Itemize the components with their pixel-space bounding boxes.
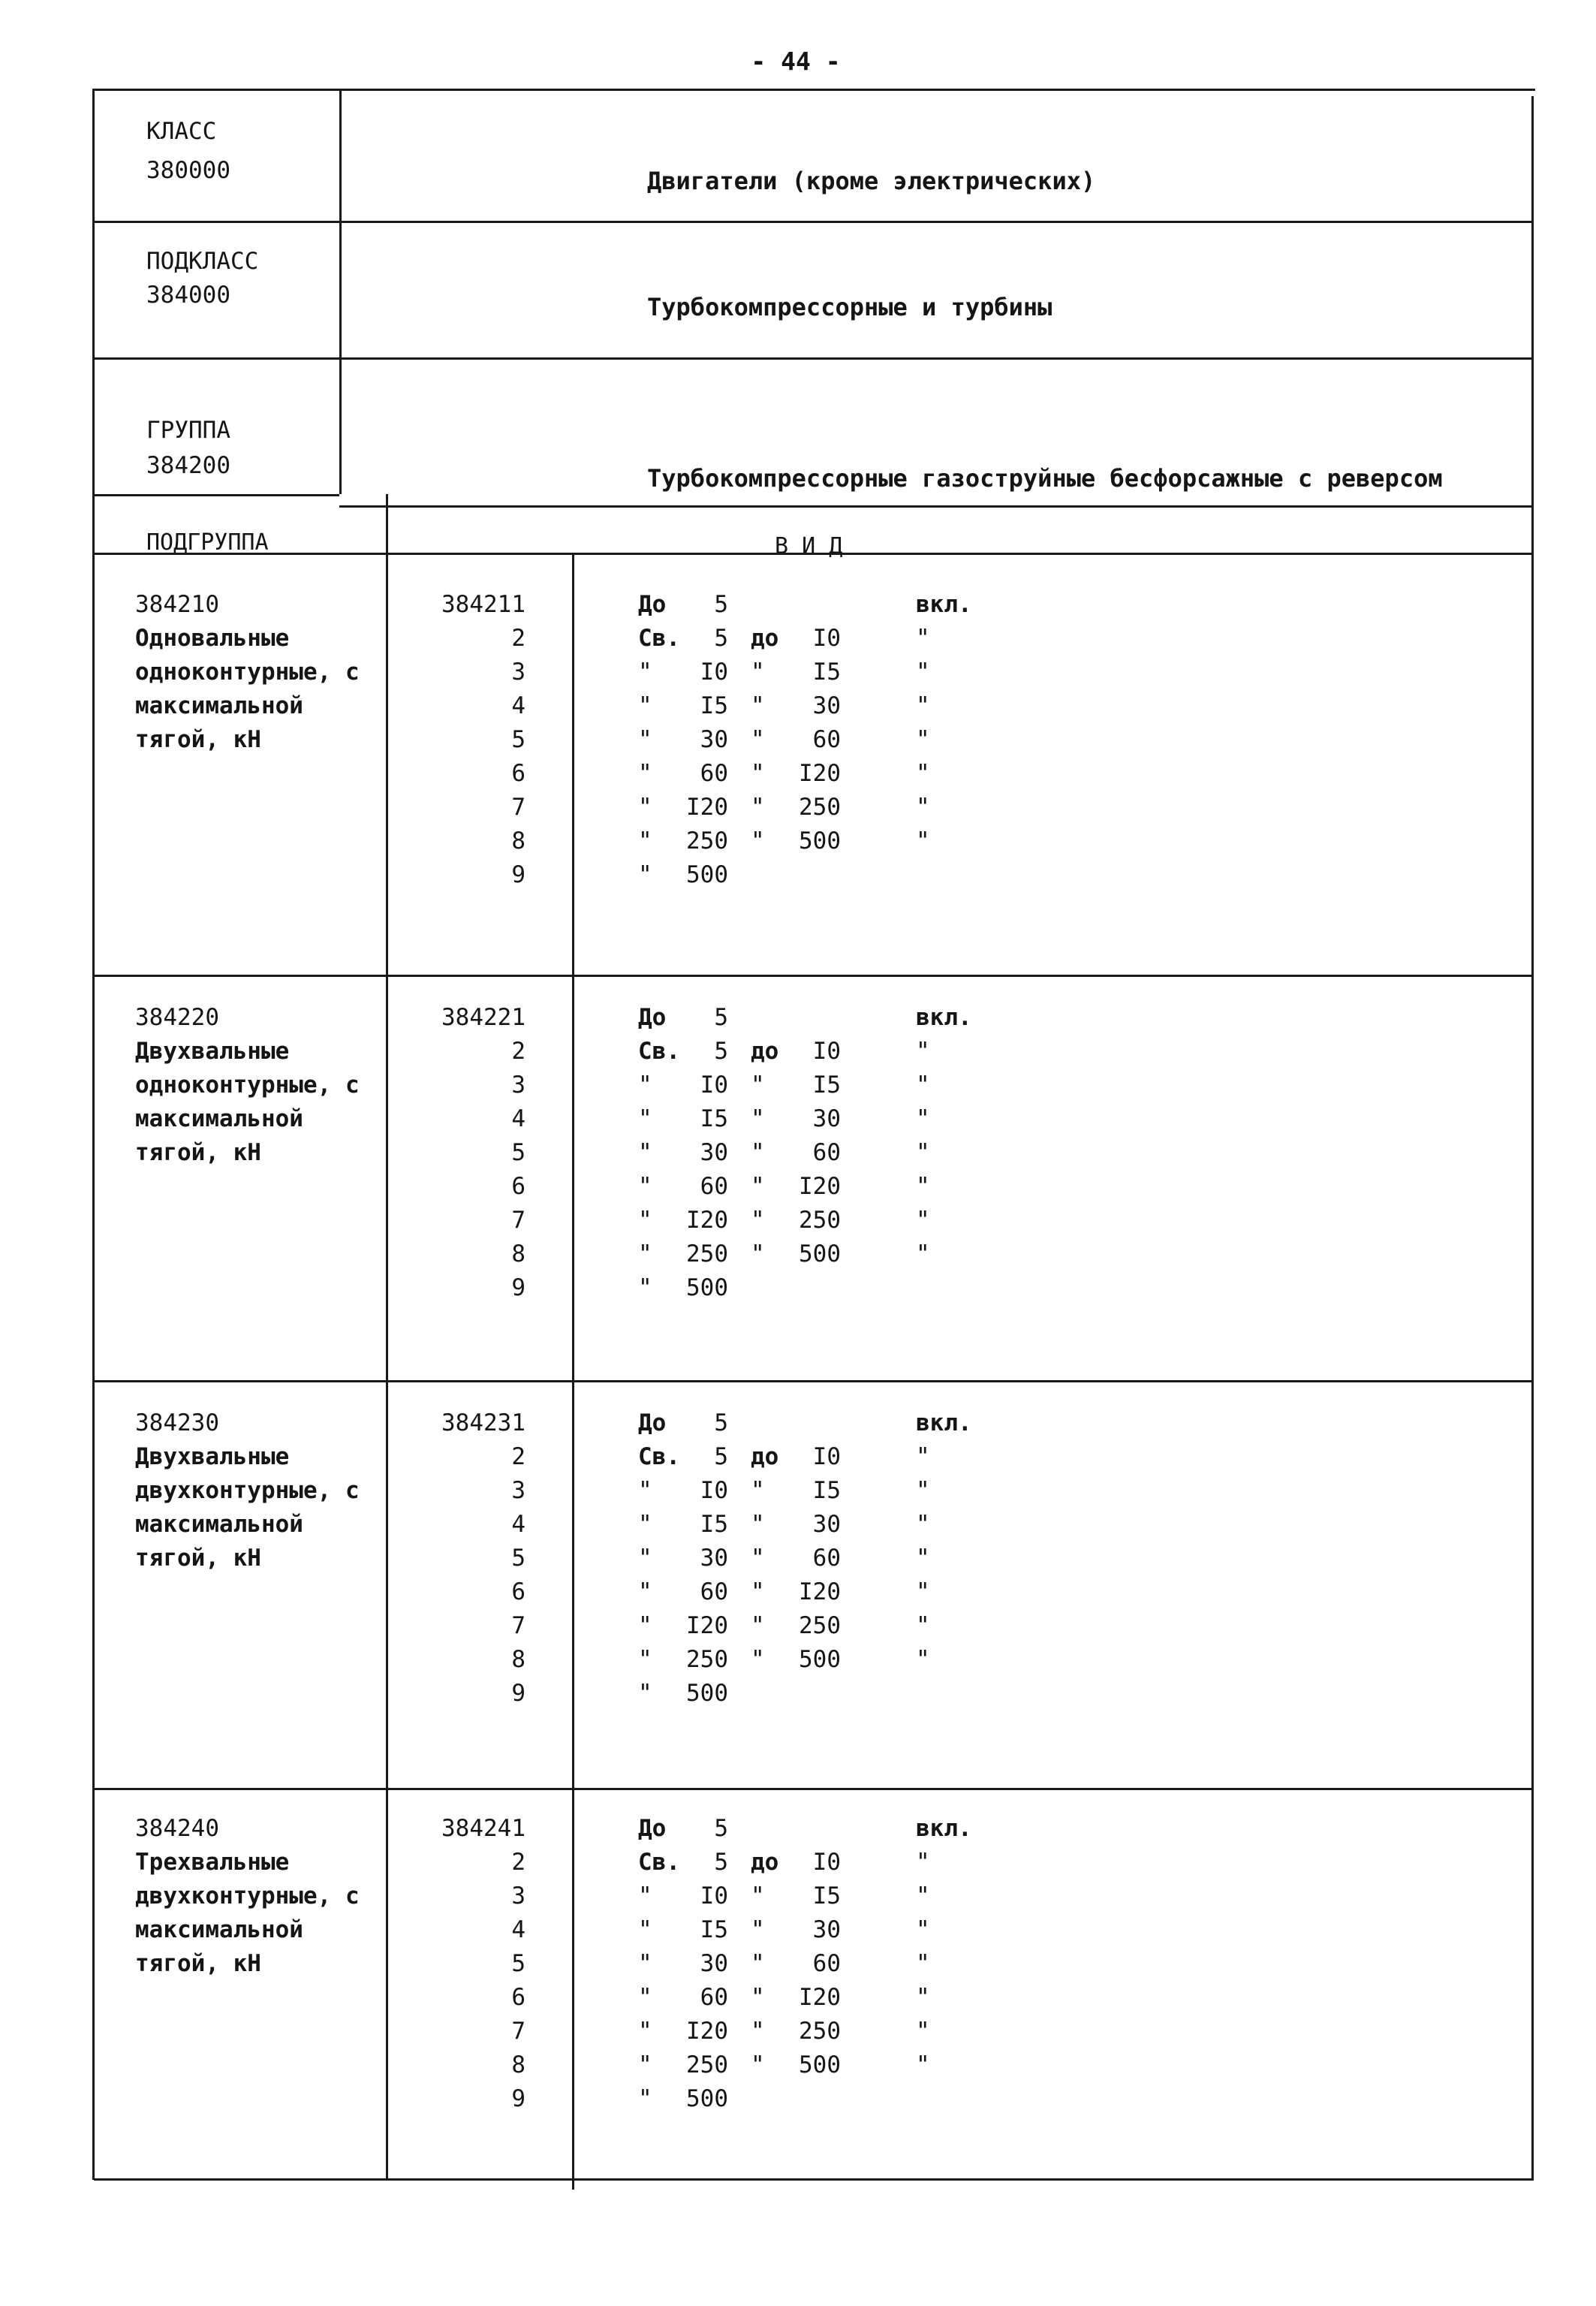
range-cell: 250: [799, 1207, 841, 1234]
range-cell: 250: [686, 2051, 728, 2078]
range-cell: До: [638, 1004, 667, 1031]
vid-code: 6: [511, 1173, 525, 1200]
podklass-code: 384000: [146, 282, 230, 309]
range-cell: 60: [812, 1950, 841, 1977]
range-cell: ": [916, 1984, 930, 2011]
range-cell: ": [916, 1072, 930, 1099]
range-cell: ": [916, 1038, 930, 1065]
range-cell: ": [751, 1916, 765, 1943]
table-top-border: [94, 89, 1535, 91]
range-cell: 60: [812, 1139, 841, 1166]
range-cell: ": [638, 1072, 652, 1099]
subgroup-description-line: максимальной: [135, 1916, 303, 1943]
range-cell: 250: [686, 1240, 728, 1268]
vid-code: 5: [511, 1139, 525, 1166]
range-cell: ": [638, 1916, 652, 1943]
table-left-border: [92, 89, 95, 2180]
range-cell: I5: [812, 1882, 841, 1910]
range-cell: вкл.: [916, 1815, 972, 1842]
range-cell: 5: [714, 1409, 728, 1436]
range-cell: I0: [812, 1038, 841, 1065]
range-cell: ": [916, 1139, 930, 1166]
range-cell: 5: [714, 591, 728, 618]
section-separator: [94, 1380, 1531, 1382]
klass-code: 380000: [146, 157, 230, 184]
range-cell: ": [751, 1207, 765, 1234]
range-cell: 500: [799, 827, 841, 855]
range-cell: ": [916, 794, 930, 821]
range-cell: до: [751, 1038, 779, 1065]
range-cell: ": [751, 1882, 765, 1910]
range-cell: 500: [799, 1240, 841, 1268]
range-cell: 250: [686, 827, 728, 855]
subgroup-description-line: тягой, кН: [135, 1545, 261, 1572]
vid-code: 6: [511, 1984, 525, 2011]
range-cell: ": [916, 625, 930, 652]
range-cell: Св.: [638, 1443, 680, 1470]
range-cell: 30: [812, 1916, 841, 1943]
range-cell: ": [916, 760, 930, 787]
range-cell: ": [638, 692, 652, 719]
podklass-label: ПОДКЛАСС: [146, 248, 259, 275]
gruppa-label: ГРУППА: [146, 417, 230, 444]
vid-code: 9: [511, 861, 525, 888]
subgroup-description-line: двухконтурные, с: [135, 1882, 360, 1910]
range-cell: ": [638, 1545, 652, 1572]
range-cell: 60: [700, 1173, 728, 1200]
vid-code: 2: [511, 1849, 525, 1876]
range-cell: 60: [700, 760, 728, 787]
range-cell: ": [916, 1882, 930, 1910]
section-separator: [94, 1788, 1531, 1790]
range-cell: вкл.: [916, 1409, 972, 1436]
vid-code: 2: [511, 625, 525, 652]
range-cell: ": [751, 1240, 765, 1268]
range-cell: ": [916, 659, 930, 686]
vid-code: 4: [511, 1105, 525, 1132]
subgroup-description-line: Одновальные: [135, 625, 290, 652]
range-cell: ": [916, 1545, 930, 1572]
range-cell: до: [751, 625, 779, 652]
gruppa-left-bottom: [94, 494, 339, 496]
range-cell: ": [751, 1173, 765, 1200]
range-cell: I20: [686, 1207, 728, 1234]
gruppa-row-bottom: [339, 505, 1531, 508]
range-cell: I20: [799, 1984, 841, 2011]
range-cell: 60: [700, 1578, 728, 1605]
range-cell: ": [638, 1477, 652, 1504]
range-cell: 5: [714, 1004, 728, 1031]
vid-code: 4: [511, 1511, 525, 1538]
vid-code: 8: [511, 2051, 525, 2078]
range-cell: ": [638, 1646, 652, 1673]
vid-code: 8: [511, 1240, 525, 1268]
range-cell: ": [638, 1984, 652, 2011]
range-cell: I0: [812, 1849, 841, 1876]
vid-code: 384241: [441, 1815, 525, 1842]
vid-column-divider: [572, 554, 574, 2190]
range-cell: ": [638, 1173, 652, 1200]
range-cell: 250: [686, 1646, 728, 1673]
vid-header: В И Д: [775, 533, 843, 559]
range-cell: 30: [700, 1545, 728, 1572]
podklass-title: Турбокомпрессорные и турбины: [647, 293, 1052, 321]
range-cell: ": [638, 1882, 652, 1910]
klass-label: КЛАСС: [146, 118, 217, 145]
range-cell: ": [638, 1105, 652, 1132]
range-cell: ": [916, 1240, 930, 1268]
range-cell: ": [751, 1612, 765, 1639]
range-cell: 30: [700, 1139, 728, 1166]
range-cell: ": [916, 1443, 930, 1470]
range-cell: ": [638, 1612, 652, 1639]
subgroup-code: 384240: [135, 1815, 219, 1842]
range-cell: ": [916, 1477, 930, 1504]
vid-code: 6: [511, 1578, 525, 1605]
vid-code: 9: [511, 1680, 525, 1707]
range-cell: ": [638, 659, 652, 686]
range-cell: До: [638, 591, 667, 618]
vid-code: 384221: [441, 1004, 525, 1031]
range-cell: ": [751, 1646, 765, 1673]
range-cell: ": [638, 794, 652, 821]
podgruppa-header: ПОДГРУППА: [146, 529, 269, 556]
range-cell: 30: [700, 726, 728, 753]
vid-code: 8: [511, 1646, 525, 1673]
range-cell: 500: [686, 1680, 728, 1707]
range-cell: ": [751, 2051, 765, 2078]
range-cell: ": [638, 1950, 652, 1977]
range-cell: 5: [714, 1038, 728, 1065]
range-cell: ": [751, 794, 765, 821]
vid-code: 5: [511, 726, 525, 753]
subgroup-description-line: максимальной: [135, 1105, 303, 1132]
range-cell: ": [638, 2051, 652, 2078]
range-cell: ": [751, 692, 765, 719]
range-cell: I5: [700, 1105, 728, 1132]
gruppa-title: Турбокомпрессорные газоструйные бесфорсажные с реверсом: [647, 464, 1443, 493]
range-cell: ": [916, 1950, 930, 1977]
range-cell: 30: [812, 1511, 841, 1538]
range-cell: I0: [700, 659, 728, 686]
podklass-row-bottom: [94, 357, 1531, 360]
subgroup-description-line: одноконтурные, с: [135, 1072, 360, 1099]
range-cell: ": [916, 1916, 930, 1943]
vid-code: 5: [511, 1950, 525, 1977]
range-cell: 5: [714, 1443, 728, 1470]
range-cell: ": [751, 1477, 765, 1504]
range-cell: Св.: [638, 625, 680, 652]
range-cell: 500: [686, 861, 728, 888]
vid-code: 2: [511, 1443, 525, 1470]
subgroup-description-line: двухконтурные, с: [135, 1477, 360, 1504]
range-cell: ": [638, 827, 652, 855]
range-cell: До: [638, 1815, 667, 1842]
range-cell: ": [916, 827, 930, 855]
vid-code: 5: [511, 1545, 525, 1572]
table-right-border: [1531, 96, 1534, 2181]
range-cell: 500: [799, 2051, 841, 2078]
range-cell: I20: [799, 760, 841, 787]
vid-code: 7: [511, 2018, 525, 2045]
range-cell: ": [916, 726, 930, 753]
range-cell: ": [638, 1274, 652, 1301]
range-cell: 500: [799, 1646, 841, 1673]
range-cell: Св.: [638, 1849, 680, 1876]
subgroup-code: 384230: [135, 1409, 219, 1436]
range-cell: 5: [714, 1815, 728, 1842]
klass-row-bottom: [94, 221, 1531, 223]
range-cell: ": [638, 861, 652, 888]
range-cell: 60: [700, 1984, 728, 2011]
range-cell: 250: [799, 794, 841, 821]
vid-code: 3: [511, 1072, 525, 1099]
range-cell: ": [751, 1105, 765, 1132]
range-cell: I20: [686, 794, 728, 821]
range-cell: ": [638, 1511, 652, 1538]
range-cell: ": [751, 2018, 765, 2045]
range-cell: ": [751, 1511, 765, 1538]
range-cell: вкл.: [916, 591, 972, 618]
range-cell: ": [638, 1139, 652, 1166]
range-cell: до: [751, 1849, 779, 1876]
gruppa-code: 384200: [146, 452, 230, 479]
range-cell: I0: [700, 1882, 728, 1910]
range-cell: ": [638, 2018, 652, 2045]
range-cell: I5: [812, 1477, 841, 1504]
vid-code: 9: [511, 1274, 525, 1301]
range-cell: I5: [700, 1511, 728, 1538]
vid-code: 384211: [441, 591, 525, 618]
range-cell: ": [751, 659, 765, 686]
range-cell: I20: [799, 1578, 841, 1605]
range-cell: ": [916, 1578, 930, 1605]
vid-code: 384231: [441, 1409, 525, 1436]
vid-code: 4: [511, 692, 525, 719]
range-cell: ": [638, 2085, 652, 2112]
subgroup-description-line: максимальной: [135, 692, 303, 719]
range-cell: ": [638, 1207, 652, 1234]
subgroup-description-line: тягой, кН: [135, 726, 261, 753]
range-cell: I5: [812, 659, 841, 686]
range-cell: 500: [686, 1274, 728, 1301]
subgroup-description-line: Трехвальные: [135, 1849, 290, 1876]
range-cell: ": [916, 1173, 930, 1200]
vid-code: 3: [511, 659, 525, 686]
vid-code: 2: [511, 1038, 525, 1065]
subgroup-code: 384210: [135, 591, 219, 618]
subgroup-description-line: одноконтурные, с: [135, 659, 360, 686]
range-cell: ": [916, 692, 930, 719]
page-number: - 44 -: [751, 47, 841, 76]
range-cell: 5: [714, 1849, 728, 1876]
subgroup-code: 384220: [135, 1004, 219, 1031]
vid-code: 8: [511, 827, 525, 855]
range-cell: 30: [700, 1950, 728, 1977]
subgroup-description-line: тягой, кН: [135, 1139, 261, 1166]
range-cell: ": [751, 1578, 765, 1605]
vid-code: 3: [511, 1477, 525, 1504]
podgruppa-column-divider: [386, 494, 388, 2180]
range-cell: 5: [714, 625, 728, 652]
range-cell: ": [916, 1511, 930, 1538]
vid-code: 3: [511, 1882, 525, 1910]
vid-code: 7: [511, 1612, 525, 1639]
range-cell: 30: [812, 1105, 841, 1132]
range-cell: I0: [700, 1477, 728, 1504]
subgroup-description-line: максимальной: [135, 1511, 303, 1538]
range-cell: ": [916, 1207, 930, 1234]
vid-code: 7: [511, 794, 525, 821]
range-cell: ": [638, 726, 652, 753]
range-cell: ": [638, 1240, 652, 1268]
range-cell: 60: [812, 726, 841, 753]
section-separator: [94, 975, 1531, 977]
range-cell: ": [638, 1680, 652, 1707]
range-cell: I20: [686, 1612, 728, 1639]
range-cell: ": [916, 1105, 930, 1132]
range-cell: 250: [799, 2018, 841, 2045]
range-cell: I0: [812, 625, 841, 652]
range-cell: I20: [799, 1173, 841, 1200]
table-bottom-border: [94, 2178, 1534, 2181]
range-cell: I5: [812, 1072, 841, 1099]
subgroup-description-line: Двухвальные: [135, 1038, 290, 1065]
range-cell: ": [751, 760, 765, 787]
vid-code: 9: [511, 2085, 525, 2112]
range-cell: ": [751, 1072, 765, 1099]
range-cell: ": [751, 1950, 765, 1977]
vid-code: 6: [511, 760, 525, 787]
range-cell: 250: [799, 1612, 841, 1639]
range-cell: ": [751, 827, 765, 855]
range-cell: ": [916, 1849, 930, 1876]
range-cell: ": [916, 1646, 930, 1673]
range-cell: ": [916, 2018, 930, 2045]
range-cell: вкл.: [916, 1004, 972, 1031]
subgroup-description-line: Двухвальные: [135, 1443, 290, 1470]
range-cell: ": [916, 2051, 930, 2078]
range-cell: Св.: [638, 1038, 680, 1065]
range-cell: I20: [686, 2018, 728, 2045]
range-cell: ": [751, 1545, 765, 1572]
range-cell: до: [751, 1443, 779, 1470]
range-cell: I5: [700, 692, 728, 719]
range-cell: I0: [700, 1072, 728, 1099]
header-divider: [339, 89, 342, 494]
range-cell: 500: [686, 2085, 728, 2112]
range-cell: ": [638, 1578, 652, 1605]
klass-title: Двигатели (кроме электрических): [647, 167, 1096, 195]
range-cell: I0: [812, 1443, 841, 1470]
vid-code: 4: [511, 1916, 525, 1943]
range-cell: До: [638, 1409, 667, 1436]
range-cell: ": [751, 726, 765, 753]
vid-code: 7: [511, 1207, 525, 1234]
range-cell: ": [916, 1612, 930, 1639]
range-cell: 30: [812, 692, 841, 719]
subgroup-description-line: тягой, кН: [135, 1950, 261, 1977]
range-cell: I5: [700, 1916, 728, 1943]
range-cell: ": [751, 1139, 765, 1166]
range-cell: 60: [812, 1545, 841, 1572]
range-cell: ": [638, 760, 652, 787]
range-cell: ": [751, 1984, 765, 2011]
